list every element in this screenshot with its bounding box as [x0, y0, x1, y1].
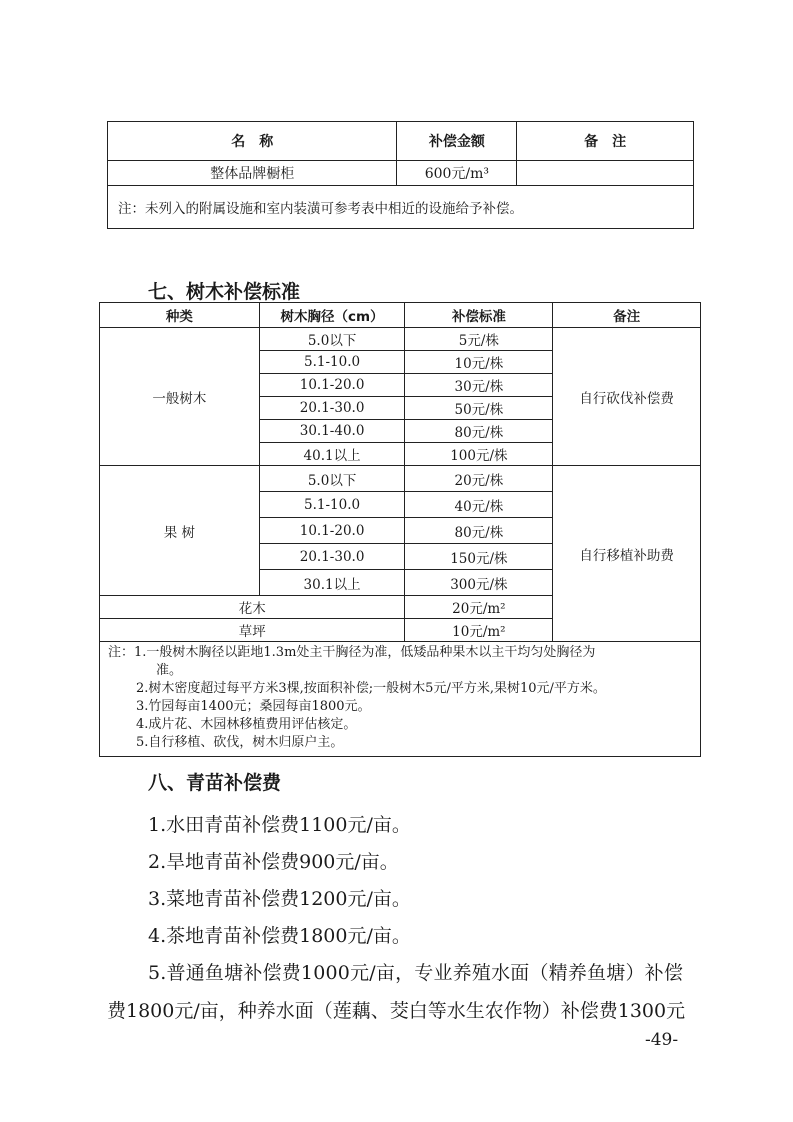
item-name: 整体品牌橱柜: [108, 161, 397, 186]
crop-item-2: 2.旱地青苗补偿费900元/亩。: [148, 851, 399, 873]
crop-item-1: 1.水田青苗补偿费1100元/亩。: [148, 814, 411, 836]
flower-standard: 20元/m²: [405, 596, 553, 619]
standard-cell: 100元/株: [405, 443, 553, 466]
crop-item-3: 3.菜地青苗补偿费1200元/亩。: [148, 888, 411, 910]
standard-cell: 20元/株: [405, 466, 553, 492]
note-3: 3.竹园每亩1400元；桑园每亩1800元。: [136, 699, 371, 714]
general-tree-label: 一般树木: [100, 328, 260, 466]
table-row: [100, 328, 701, 351]
header-name: 名 称: [108, 122, 397, 161]
header-remark: 备 注: [517, 122, 694, 161]
lawn-standard: 10元/m²: [405, 619, 553, 642]
standard-cell: 10元/株: [405, 351, 553, 374]
crop-item-4: 4.茶地青苗补偿费1800元/亩。: [148, 925, 411, 947]
table-notes: [100, 642, 701, 757]
fruit-tree-remark: 自行移植补助费: [553, 466, 701, 642]
note-4: 4.成片花、木园林移植费用评估核定。: [136, 717, 357, 732]
general-tree-remark: 自行砍伐补偿费: [553, 328, 701, 466]
diameter-cell: 5.0以下: [259, 328, 405, 351]
diameter-cell: 20.1-30.0: [259, 397, 405, 420]
table-header-row: [100, 303, 701, 328]
crop-item-5: 5.普通鱼塘补偿费1000元/亩，专业养殖水面（精养鱼塘）补偿: [148, 962, 684, 984]
table-row: [108, 161, 694, 186]
note-5: 5.自行移植、砍伐，树木归原户主。: [136, 735, 344, 750]
table-notes-row: [100, 642, 701, 757]
section-heading-trees: 七、树木补偿标准: [148, 281, 301, 303]
diameter-cell: 5.1-10.0: [259, 351, 405, 374]
header-remark: 备注: [553, 303, 701, 328]
diameter-cell: 5.1-10.0: [259, 492, 405, 518]
diameter-cell: 30.1-40.0: [259, 420, 405, 443]
flower-label: 花木: [100, 596, 405, 619]
note-2: 2.树木密度超过每平方米3棵,按面积补偿;一般树木5元/平方米,果树10元/平方米。: [136, 681, 606, 696]
item-remark: [517, 161, 694, 186]
table-row: [100, 466, 701, 492]
standard-cell: 300元/株: [405, 570, 553, 596]
diameter-cell: 40.1以上: [259, 443, 405, 466]
note-1b: 准。: [156, 663, 183, 678]
standard-cell: 150元/株: [405, 544, 553, 570]
standard-cell: 80元/株: [405, 420, 553, 443]
header-standard: 补偿标准: [405, 303, 553, 328]
standard-cell: 80元/株: [405, 518, 553, 544]
item-amount: 600元/m³: [397, 161, 517, 186]
table-note-row: [108, 186, 694, 229]
diameter-cell: 30.1以上: [259, 570, 405, 596]
diameter-cell: 20.1-30.0: [259, 544, 405, 570]
standard-cell: 50元/株: [405, 397, 553, 420]
section-heading-crops: 八、青苗补偿费: [148, 772, 282, 794]
lawn-label: 草坪: [100, 619, 405, 642]
table-header-row: [108, 122, 694, 161]
header-diameter: 树木胸径（cm）: [259, 303, 405, 328]
diameter-cell: 5.0以下: [259, 466, 405, 492]
standard-cell: 30元/株: [405, 374, 553, 397]
crop-item-5-continued: 费1800元/亩，种养水面（莲藕、茭白等水生农作物）补偿费1300元: [107, 1000, 686, 1022]
header-amount: 补偿金额: [397, 122, 517, 161]
diameter-cell: 10.1-20.0: [259, 518, 405, 544]
note-1a: 注：1.一般树木胸径以距地1.3m处主干胸径为准，低矮品种果木以主干均匀处胸径为: [108, 645, 596, 660]
standard-cell: 40元/株: [405, 492, 553, 518]
table-note: 注：未列入的附属设施和室内装潢可参考表中相近的设施给予补偿。: [108, 186, 694, 229]
standard-cell: 5元/株: [405, 328, 553, 351]
header-type: 种类: [100, 303, 260, 328]
attachment-compensation-table: [107, 121, 694, 229]
fruit-tree-label: 果 树: [100, 466, 260, 596]
page-number: -49-: [645, 1030, 679, 1050]
diameter-cell: 10.1-20.0: [259, 374, 405, 397]
tree-compensation-table: [99, 302, 701, 757]
